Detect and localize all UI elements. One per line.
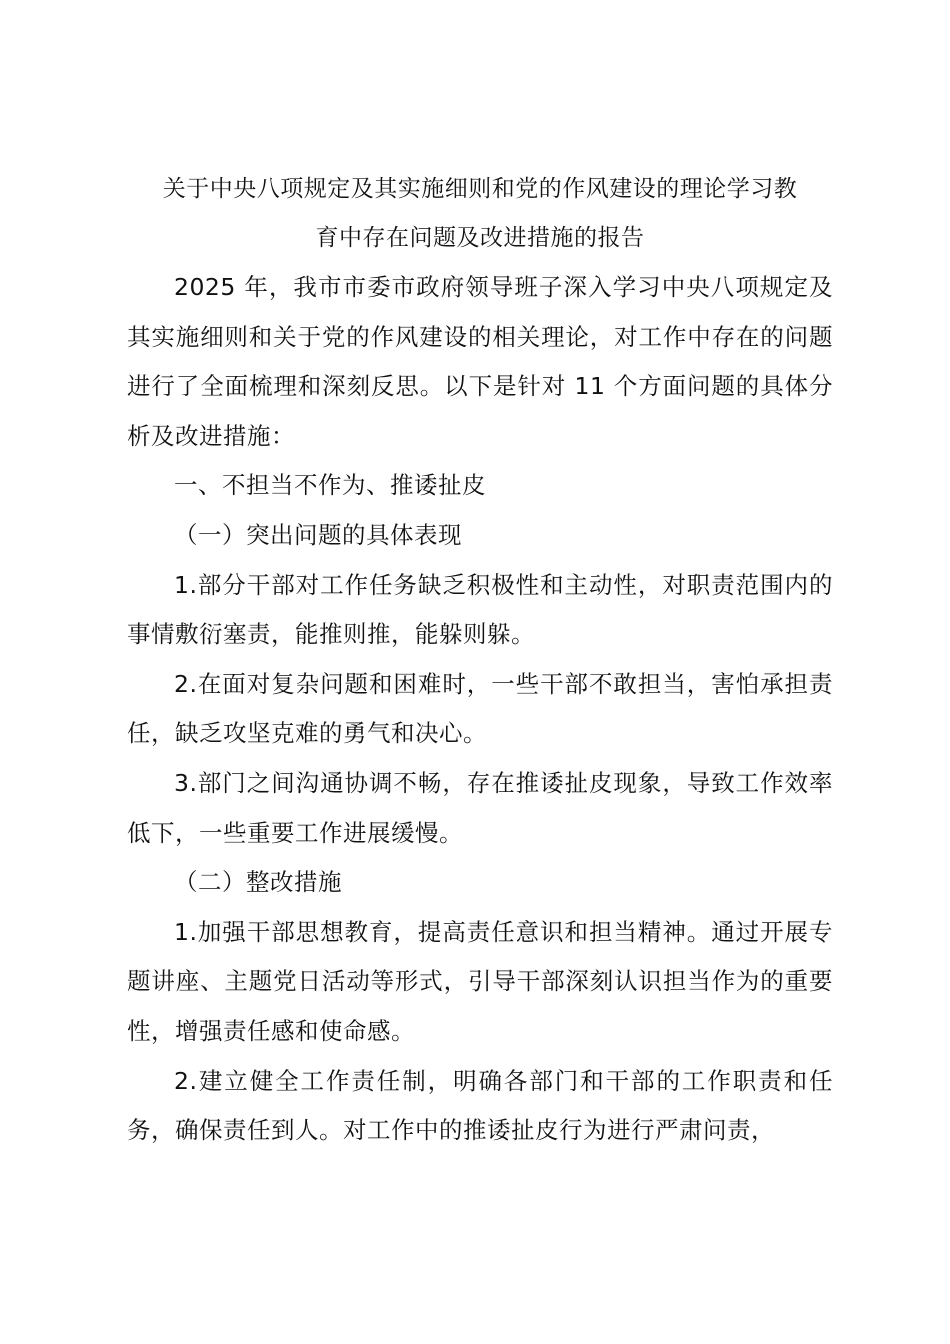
document-title (127, 165, 833, 263)
document-page (127, 165, 833, 1156)
problem-item-2: 2.在面对复杂问题和困难时，一些干部不敢担当，害怕承担责任，缺乏攻坚克难的勇气和决心。 (127, 669, 833, 748)
intro-paragraph: 2025 年，我市市委市政府领导班子深入学习中央八项规定及其实施细则和关于党的作风建设的相关理论，对工作中存在的问题进行了全面梳理和深刻反思。以下是针对 11 个方面问题的具体分析及改进措施： (127, 273, 833, 450)
measure-item-1: 1.加强干部思想教育，提高责任意识和担当精神。通过开展专题讲座、主题党日活动等形式，引导干部深刻认识担当作为的重要性，增强责任感和使命感。 (127, 917, 833, 1045)
measure-item-2: 2.建立健全工作责任制，明确各部门和干部的工作职责和任务，确保责任到人。对工作中的推诿扯皮行为进行严肃问责， (127, 1066, 833, 1145)
problem-item-3: 3.部门之间沟通协调不畅，存在推诿扯皮现象，导致工作效率低下，一些重要工作进展缓慢。 (127, 768, 833, 847)
subsection-heading-measures: （二）整改措施 (174, 868, 342, 897)
subsection-heading-problems: （一）突出问题的具体表现 (174, 520, 462, 549)
title-line-1: 关于中央八项规定及其实施细则和党的作风建设的理论学习教 (162, 176, 798, 202)
problem-item-1: 1.部分干部对工作任务缺乏积极性和主动性，对职责范围内的事情敷衍塞责，能推则推，能躲则躲。 (127, 570, 833, 649)
title-line-2: 育中存在问题及改进措施的报告 (315, 225, 645, 251)
section-heading: 一、不担当不作为、推诿扯皮 (174, 471, 486, 500)
